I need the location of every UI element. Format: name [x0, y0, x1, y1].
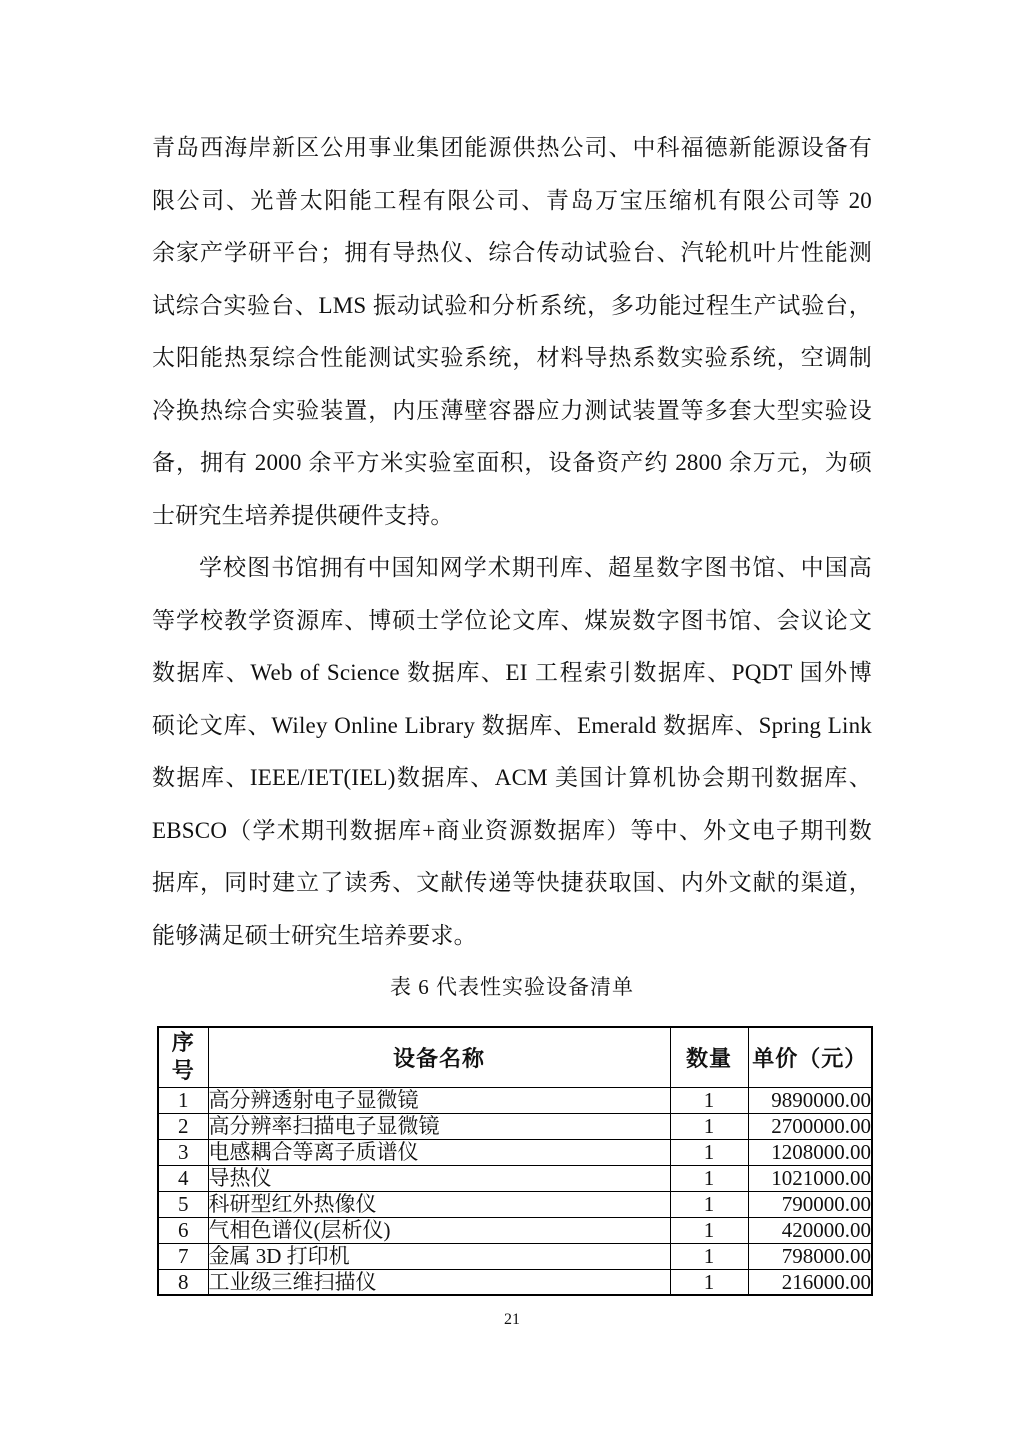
column-header: 序号: [158, 1027, 208, 1087]
quantity: 1: [670, 1113, 748, 1139]
text-line: 试综合实验台、LMS 振动试验和分析系统，多功能过程生产试验台，: [152, 292, 872, 318]
table-row: [158, 1165, 872, 1191]
text-line: 据库，同时建立了读秀、文献传递等快捷获取国、内外文献的渠道，: [152, 870, 872, 895]
device-name: 高分辨透射电子显微镜: [208, 1087, 670, 1113]
text-line: 等学校教学资源库、博硕士学位论文库、煤炭数字图书馆、会议论文: [152, 607, 872, 633]
table-row: [158, 1087, 872, 1113]
unit-price: 2700000.00: [748, 1113, 872, 1139]
unit-price: 798000.00: [748, 1243, 872, 1269]
table-row: [158, 1243, 872, 1269]
page-content: [152, 0, 872, 1329]
body-text: [152, 122, 872, 962]
table-header: [158, 1027, 872, 1087]
text-line: 青岛西海岸新区公用事业集团能源供热公司、中科福德新能源设备有: [152, 135, 872, 160]
unit-price: 790000.00: [748, 1191, 872, 1217]
device-name: 导热仪: [208, 1165, 670, 1191]
device-name: 高分辨率扫描电子显微镜: [208, 1113, 670, 1139]
table-caption: 表 6 代表性实验设备清单: [390, 975, 634, 999]
column-header: 单价（元）: [748, 1027, 872, 1087]
equipment-table: [157, 1026, 873, 1296]
quantity: 1: [670, 1243, 748, 1269]
text-line: 硕论文库、Wiley Online Library 数据库、Emerald 数据库、Spring Link: [152, 712, 872, 738]
table-body: [158, 1087, 872, 1295]
column-header: 设备名称: [208, 1027, 670, 1087]
quantity: 1: [670, 1269, 748, 1295]
device-name: 工业级三维扫描仪: [208, 1269, 670, 1295]
text-line: 学校图书馆拥有中国知网学术期刊库、超星数字图书馆、中国高: [199, 555, 872, 580]
page-number: 21: [504, 1311, 520, 1328]
text-line: 余家产学研平台；拥有导热仪、综合传动试验台、汽轮机叶片性能测: [152, 240, 872, 265]
quantity: 1: [670, 1139, 748, 1165]
quantity: 1: [670, 1165, 748, 1191]
text-line: 数据库、IEEE/IET(IEL)数据库、ACM 美国计算机协会期刊数据库、: [152, 765, 872, 790]
row-index: 2: [158, 1113, 208, 1139]
table-row: [158, 1217, 872, 1243]
unit-price: 420000.00: [748, 1217, 872, 1243]
table-row: [158, 1191, 872, 1217]
quantity: 1: [670, 1087, 748, 1113]
unit-price: 216000.00: [748, 1269, 872, 1295]
table-row: [158, 1269, 872, 1295]
text-line: 冷换热综合实验装置，内压薄壁容器应力测试装置等多套大型实验设: [152, 397, 872, 423]
row-index: 5: [158, 1191, 208, 1217]
device-name: 气相色谱仪(层析仪): [208, 1217, 670, 1243]
table-row: [158, 1139, 872, 1165]
column-header: 数量: [670, 1027, 748, 1087]
text-line: EBSCO（学术期刊数据库+商业资源数据库）等中、外文电子期刊数: [152, 817, 872, 843]
unit-price: 9890000.00: [748, 1087, 872, 1113]
unit-price: 1208000.00: [748, 1139, 872, 1165]
text-line: 能够满足硕士研究生培养要求。: [152, 922, 477, 948]
device-name: 金属 3D 打印机: [208, 1243, 670, 1269]
quantity: 1: [670, 1217, 748, 1243]
text-line: 太阳能热泵综合性能测试实验系统，材料导热系数实验系统，空调制: [152, 345, 872, 370]
text-line: 数据库、Web of Science 数据库、EI 工程索引数据库、PQDT 国外博: [152, 660, 872, 685]
row-index: 8: [158, 1269, 208, 1295]
text-line: 限公司、光普太阳能工程有限公司、青岛万宝压缩机有限公司等 20: [152, 187, 872, 213]
quantity: 1: [670, 1191, 748, 1217]
device-name: 科研型红外热像仪: [208, 1191, 670, 1217]
table-row: [158, 1113, 872, 1139]
row-index: 6: [158, 1217, 208, 1243]
row-index: 4: [158, 1165, 208, 1191]
device-name: 电感耦合等离子质谱仪: [208, 1139, 670, 1165]
unit-price: 1021000.00: [748, 1165, 872, 1191]
text-line: 士研究生培养提供硬件支持。: [152, 502, 454, 528]
text-line: 备，拥有 2000 余平方米实验室面积，设备资产约 2800 余万元，为硕: [152, 450, 872, 475]
row-index: 1: [158, 1087, 208, 1113]
row-index: 7: [158, 1243, 208, 1269]
row-index: 3: [158, 1139, 208, 1165]
table-header-row: [158, 1027, 872, 1087]
